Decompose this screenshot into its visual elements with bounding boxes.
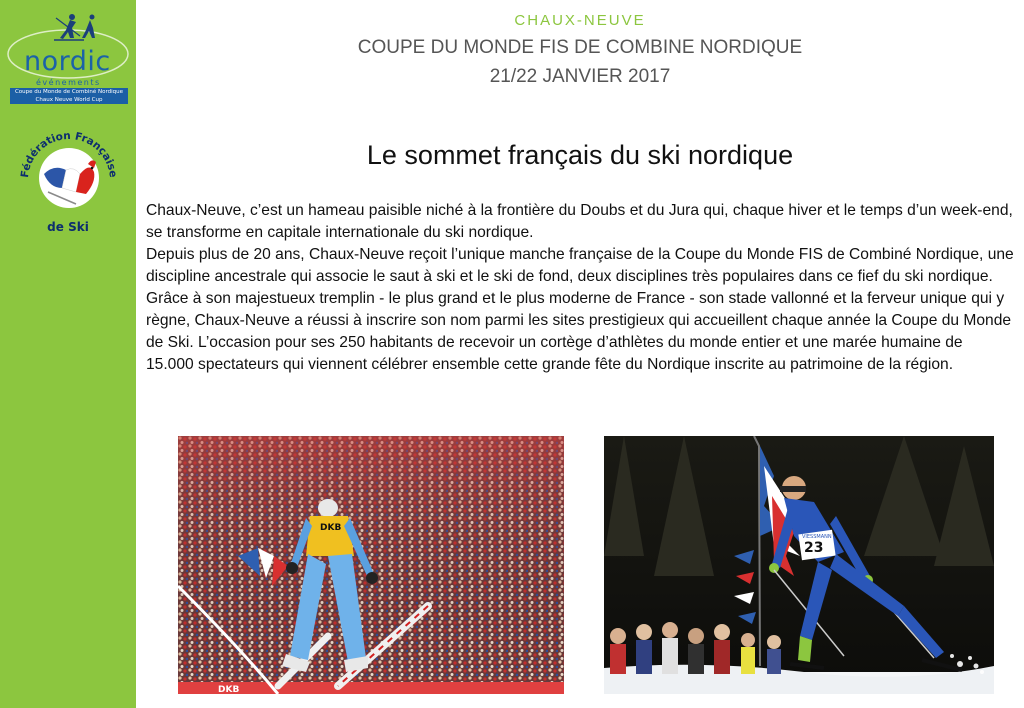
paragraph-1: Chaux-Neuve, c’est un hameau paisible niché à la frontière du Doubs et du Jura qui, chaque hiver et le temps d’un week-end, se transforme en capitale internationale du ski nordique. — [146, 202, 1013, 241]
brand-name: CHAUX-NEUVE — [514, 12, 646, 29]
event-subtitle: COUPE DU MONDE FIS DE COMBINE NORDIQUE — [357, 37, 803, 58]
jumper-bib-sponsor: DKB — [320, 523, 342, 533]
event-dates: 21/22 JANVIER 2017 — [489, 66, 671, 87]
nordic-evenements-logo — [6, 8, 130, 104]
nordic-logo-band — [10, 88, 128, 104]
ffs-logo — [14, 116, 122, 246]
ski-jump-photo — [178, 436, 564, 694]
skier-bib-number: 23 — [804, 540, 824, 556]
ffs-logo-bottom-text: de Ski — [47, 220, 89, 234]
paragraph-2: Depuis plus de 20 ans, Chaux-Neuve reçoit l’unique manche française de la Coupe du Monde FIS de Combiné Nordique, une discipline ancestrale qui associe le saut à ski et le ski de fond, deux disciplines très populaires dans ce fief du ski nordique. — [146, 246, 1014, 285]
ffs-arc-text: Fédération Française — [18, 129, 120, 179]
banner-sponsor-text: DKB — [218, 685, 240, 694]
nordic-band-line1: Coupe du Monde de Combiné Nordique — [14, 89, 124, 95]
nordic-logo-subword: événements — [36, 78, 101, 87]
sidebar — [0, 0, 136, 708]
cross-country-photo — [604, 436, 994, 694]
nordic-band-line2: Chaux Neuve World Cup — [35, 97, 103, 103]
paragraph-3: Grâce à son majestueux tremplin - le plus grand et le plus moderne de France - son stade vallonné et la ferveur unique qui y règne, Chaux-Neuve a réussi à inscrire son nom parmi les sites prestigieux qui accueillent chaque année la Coupe du Monde de Ski. L’occasion pour ses 250 habitants de recevoir un cortège d’athlètes du monde entier et une marée humaine de 15.000 spectateurs qui viennent célébrer ensemble cette grande fête du Nordique inscrite au patrimoine de la région. — [146, 290, 1012, 373]
page-title: Le sommet français du ski nordique — [366, 140, 794, 170]
nordic-logo-word: nordic — [24, 46, 111, 77]
skier-bib-sponsor: VIESSMANN — [802, 534, 832, 540]
article-body — [146, 200, 1014, 376]
ffs-rooster-icon — [14, 116, 122, 226]
